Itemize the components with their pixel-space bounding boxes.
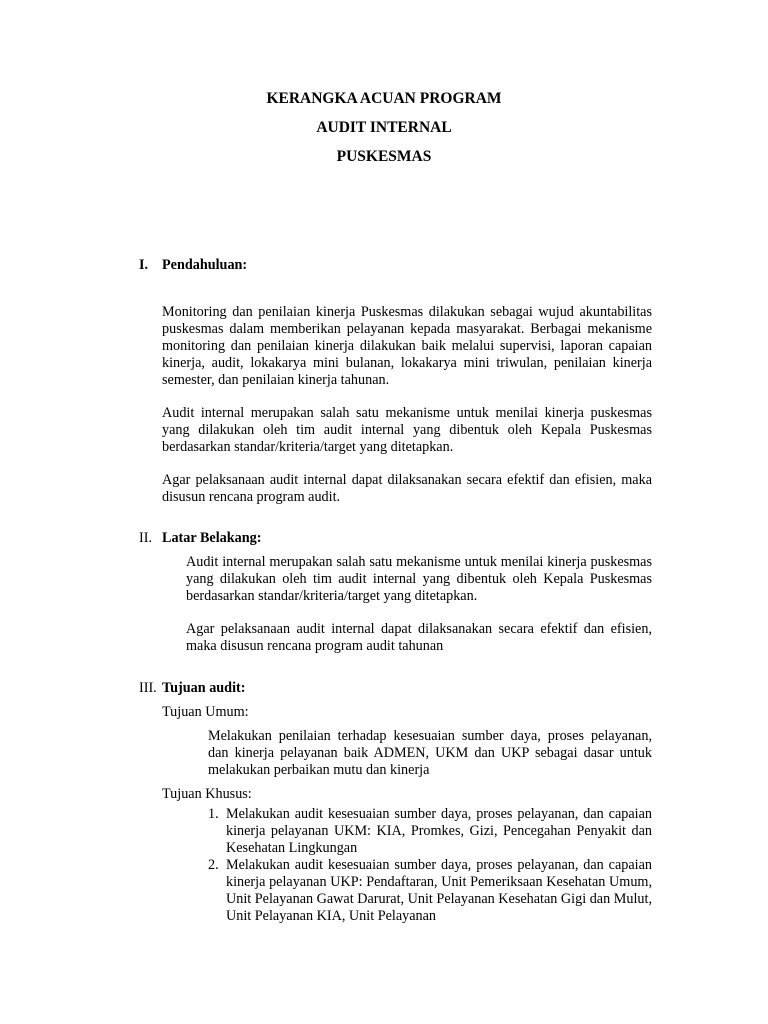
section-1-paragraph-1: Monitoring dan penilaian kinerja Puskesmas dilakukan sebagai wujud akuntabilitas puskesmas dalam memberikan pelayanan kepada masyarakat. Berbagai mekanisme monitoring dan penilaian kinerja dilakukan baik melalui supervisi, laporan capaian kinerja, audit, lokakarya mini bulanan, lokakarya mini triwulan, penilaian kinerja semester, dan penilaian kinerja tahunan.: [162, 304, 652, 388]
doc-title-line-3: PUSKESMAS: [336, 148, 432, 165]
section-1-paragraph-3: Agar pelaksanaan audit internal dapat dilaksanakan secara efektif dan efisien, maka disusun rencana program audit.: [162, 472, 652, 505]
section-3-heading: [139, 680, 245, 697]
section-2-paragraph-1: Audit internal merupakan salah satu mekanisme untuk menilai kinerja puskesmas yang dilakukan oleh tim audit internal yang dibentuk oleh Kepala Puskesmas berdasarkan standar/kriteria/target yang ditetapkan.: [186, 554, 652, 604]
section-2-paragraph-2: Agar pelaksanaan audit internal dapat dilaksanakan secara efektif dan efisien, maka disusun rencana program audit tahunan: [186, 621, 652, 654]
section-3-title: Tujuan audit:: [162, 680, 246, 696]
list-item: [208, 857, 652, 925]
list-item-number: 2.: [208, 857, 219, 873]
tujuan-umum-label: Tujuan Umum:: [162, 704, 249, 720]
section-1-heading: [139, 257, 247, 274]
list-item: [208, 806, 652, 857]
section-2-number: II.: [139, 530, 152, 546]
tujuan-umum-text: Melakukan penilaian terhadap kesesuaian sumber daya, proses pelayanan, dan kinerja pelayanan baik ADMEN, UKM dan UKP sebagai dasar untuk melakukan perbaikan mutu dan kinerja: [208, 728, 652, 778]
tujuan-khusus-label: Tujuan Khusus:: [162, 786, 252, 802]
section-2-title: Latar Belakang:: [162, 530, 262, 546]
section-2-heading: [139, 530, 261, 547]
doc-title-line-2: AUDIT INTERNAL: [316, 119, 452, 136]
list-item-number: 1.: [208, 806, 219, 822]
tujuan-khusus-list: [208, 806, 652, 925]
doc-title-line-1: KERANGKA ACUAN PROGRAM: [266, 90, 502, 107]
section-1-paragraph-2: Audit internal merupakan salah satu mekanisme untuk menilai kinerja puskesmas yang dilakukan oleh tim audit internal yang dibentuk oleh Kepala Puskesmas berdasarkan standar/kriteria/target yang ditetapkan.: [162, 405, 652, 455]
section-3-number: III.: [139, 680, 157, 696]
list-item-text: Melakukan audit kesesuaian sumber daya, proses pelayanan, dan capaian kinerja pelayanan UKM: KIA, Promkes, Gizi, Pencegahan Penyakit dan Kesehatan Lingkungan: [226, 806, 652, 856]
list-item-text: Melakukan audit kesesuaian sumber daya, proses pelayanan, dan capaian kinerja pelayanan UKP: Pendaftaran, Unit Pemeriksaan Kesehatan Umum, Unit Pelayanan Gawat Darurat, Unit Pelayanan Kesehatan Gigi dan Mulut, Unit Pelayanan KIA, Unit Pelayanan: [226, 857, 652, 924]
section-1-number: I.: [139, 257, 149, 273]
section-1-title: Pendahuluan:: [162, 257, 248, 273]
